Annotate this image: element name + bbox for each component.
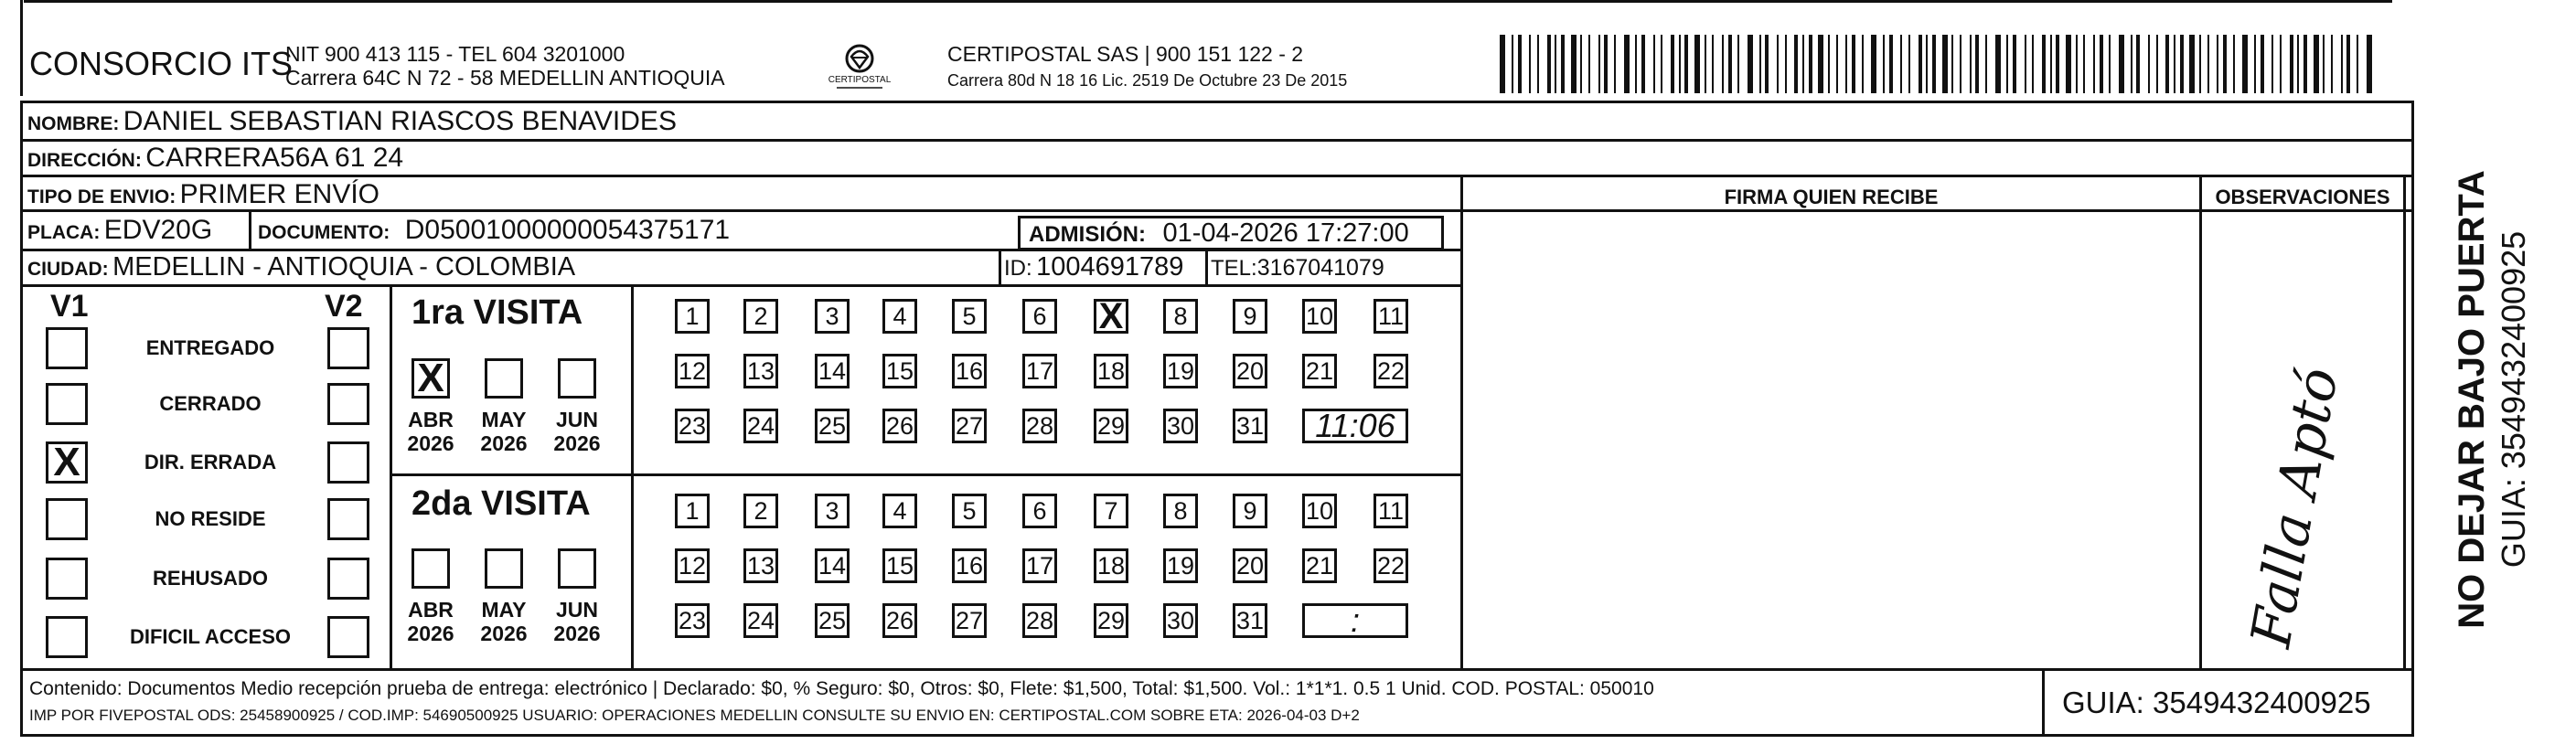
cell-divider [1205,249,1208,285]
day-checkbox[interactable]: 2 [743,299,778,334]
day-checkbox[interactable]: 15 [882,354,917,388]
tipo-row [27,181,379,208]
address-line: Carrera 64C N 72 - 58 MEDELLIN ANTIOQUIA [285,66,725,90]
documento-label: DOCUMENTO: [258,222,390,243]
day-checkbox[interactable]: 5 [952,299,987,334]
row-divider [20,209,1462,212]
nit-line: NIT 900 413 115 - TEL 604 3201000 [285,42,625,66]
visit1-title: 1ra VISITA [412,293,583,332]
day-checkbox[interactable]: 21 [1302,354,1337,388]
month-label [472,598,536,646]
day-checkbox[interactable]: 2 [743,494,778,528]
day-checkbox[interactable]: 17 [1022,548,1057,583]
day-checkbox[interactable]: 19 [1163,548,1198,583]
day-checkbox[interactable]: 10 [1302,494,1337,528]
v1-checkbox[interactable] [46,383,88,425]
column-divider [2403,175,2406,668]
day-checkbox[interactable]: 30 [1163,603,1198,638]
v2-checkbox[interactable] [327,616,369,658]
barcode [1500,35,2378,93]
firma-header: FIRMA QUIEN RECIBE [1724,186,1939,208]
day-checkbox[interactable]: 3 [815,494,850,528]
column-divider [1460,175,1463,668]
visit-time-field[interactable]: : [1302,603,1408,638]
status-label: DIFICIL ACCESO [129,625,291,648]
month-label [545,598,609,646]
day-checkbox[interactable]: 12 [675,354,710,388]
direccion-label: DIRECCIÓN: [27,150,142,171]
day-checkbox[interactable]: 26 [882,603,917,638]
section-divider [631,284,634,668]
v1-checkbox[interactable] [46,327,88,369]
month-year: 2026 [480,431,528,456]
v1-checkbox[interactable] [46,616,88,658]
v2-label: V2 [325,289,363,324]
day-checkbox[interactable]: 23 [675,409,710,443]
status-label: DIR. ERRADA [144,451,277,473]
day-checkbox[interactable]: 20 [1233,548,1267,583]
day-checkbox[interactable]: 26 [882,409,917,443]
month-checkbox[interactable] [558,548,596,589]
month-year: 2026 [553,431,601,456]
nombre-label: NOMBRE: [27,113,120,134]
day-checkbox[interactable]: 20 [1233,354,1267,388]
nombre-row [27,108,677,135]
day-checkbox[interactable]: 7 [1094,494,1128,528]
placa-label: PLACA: [27,222,101,243]
day-checkbox[interactable]: 22 [1374,548,1408,583]
header-left-border [20,0,23,96]
day-checkbox[interactable]: 6 [1022,299,1057,334]
row-divider [20,175,2414,177]
direccion-value: CARRERA56A 61 24 [145,143,404,173]
tipo-value: PRIMER ENVÍO [179,179,380,209]
day-checkbox[interactable]: 24 [743,409,778,443]
month-label [472,408,536,456]
footer-cell-divider [2042,668,2045,737]
day-checkbox[interactable]: 24 [743,603,778,638]
day-checkbox[interactable]: 27 [952,603,987,638]
status-label: CERRADO [159,392,262,415]
day-checkbox[interactable]: 13 [743,354,778,388]
day-checkbox[interactable]: 8 [1163,299,1198,334]
id-label: ID: [1004,256,1032,281]
row-divider [20,284,1462,287]
v1-checkbox[interactable] [46,558,88,600]
row-divider [1460,209,2414,212]
id-row [1004,254,1183,281]
observation-text: Falla Aptó [2239,363,2351,653]
carrier-line: CERTIPOSTAL SAS | 900 151 122 - 2 [947,42,1304,66]
day-checkbox[interactable]: 31 [1233,603,1267,638]
observaciones-header: OBSERVACIONES [2215,186,2390,208]
month-name: JUN [555,408,598,431]
footer-divider [20,668,2414,671]
v2-checkbox[interactable] [327,558,369,600]
day-checkbox[interactable]: 14 [815,548,850,583]
day-checkbox[interactable]: 6 [1022,494,1057,528]
v1-checkbox[interactable]: X [46,441,88,484]
status-label: REHUSADO [153,567,268,590]
month-name: MAY [481,598,527,622]
day-checkbox[interactable]: 30 [1163,409,1198,443]
v2-checkbox[interactable] [327,441,369,484]
id-value: 1004691789 [1036,252,1184,282]
side-text [2419,128,2556,640]
column-divider [2199,175,2202,668]
day-checkbox[interactable]: 21 [1302,548,1337,583]
day-checkbox[interactable]: 13 [743,548,778,583]
tipo-label: TIPO DE ENVIO: [27,186,176,207]
day-checkbox[interactable]: 27 [952,409,987,443]
month-year: 2026 [407,622,454,646]
day-checkbox[interactable]: 1 [675,299,710,334]
day-checkbox[interactable]: 9 [1233,494,1267,528]
day-checkbox[interactable]: 22 [1374,354,1408,388]
visit2-title: 2da VISITA [412,484,591,523]
company-name: CONSORCIO ITS [29,45,294,82]
tel-label: TEL: [1211,256,1257,281]
top-border [24,0,2392,3]
day-checkbox[interactable]: 11 [1374,299,1408,334]
day-checkbox[interactable]: 4 [882,299,917,334]
v1-label: V1 [50,289,89,324]
v2-checkbox[interactable] [327,383,369,425]
day-checkbox[interactable]: 16 [952,548,987,583]
footer-guia: GUIA: 3549432400925 [2062,686,2371,719]
day-checkbox[interactable]: 18 [1094,354,1128,388]
admision-label: ADMISIÓN: [1029,222,1146,247]
day-checkbox[interactable]: 11 [1374,494,1408,528]
certipostal-logo [817,42,903,95]
svg-text:CERTIPOSTAL: CERTIPOSTAL [828,75,892,85]
month-year: 2026 [407,431,454,456]
observation-handwriting [2231,311,2368,658]
side-line-2: GUIA: 3549432400925 [2495,230,2532,569]
visit-time-field[interactable]: 11:06 [1302,409,1408,443]
cell-divider [999,249,1001,285]
day-checkbox[interactable]: 9 [1233,299,1267,334]
day-checkbox[interactable]: 8 [1163,494,1198,528]
ciudad-label: CIUDAD: [27,259,109,280]
month-name: ABR [408,408,454,431]
month-checkbox[interactable] [558,358,596,399]
day-checkbox[interactable]: 4 [882,494,917,528]
month-name: MAY [481,408,527,431]
status-label: NO RESIDE [155,507,266,530]
month-label [399,408,463,456]
day-checkbox[interactable]: 10 [1302,299,1337,334]
month-year: 2026 [480,622,528,646]
day-checkbox[interactable]: 17 [1022,354,1057,388]
tel-row [1211,257,1384,280]
month-label [399,598,463,646]
month-label [545,408,609,456]
month-name: JUN [555,598,598,622]
placa-row [27,217,212,244]
day-checkbox[interactable]: 5 [952,494,987,528]
placa-value: EDV20G [103,215,213,245]
day-checkbox[interactable]: 1 [675,494,710,528]
documento-value: D05001000000054375171 [404,215,731,245]
contenido-line: Contenido: Documentos Medio recepción prueba de entrega: electrónico | Declarado: $0, % Seguro: $0, Otros: $0, Flete: $1,500, Total: $1,500. Vol.: 1*1*1. 0.5 1 Unid. COD. POSTAL: 050010 [29,678,1654,699]
day-checkbox[interactable]: 16 [952,354,987,388]
day-checkbox[interactable] [1094,299,1128,334]
admision-value: 01-04-2026 17:27:00 [1162,218,1409,248]
admision-row [1029,220,1409,247]
day-checkbox[interactable]: 14 [815,354,850,388]
month-name: ABR [408,598,454,622]
month-checkbox[interactable] [485,548,523,589]
ciudad-value: MEDELLIN - ANTIOQUIA - COLOMBIA [112,252,576,282]
day-checkbox[interactable]: 18 [1094,548,1128,583]
v2-checkbox[interactable] [327,327,369,369]
row-divider [20,139,2414,142]
day-checkbox[interactable]: 29 [1094,409,1128,443]
day-checkbox[interactable]: 19 [1163,354,1198,388]
nombre-value: DANIEL SEBASTIAN RIASCOS BENAVIDES [123,106,677,136]
status-label: ENTREGADO [145,336,275,359]
carrier-license: Carrera 80d N 18 16 Lic. 2519 De Octubre 23 De 2015 [947,71,1348,90]
visit-divider [390,473,1460,476]
day-checkbox[interactable]: 12 [675,548,710,583]
day-checkbox[interactable]: 28 [1022,603,1057,638]
month-year: 2026 [553,622,601,646]
imp-line: IMP POR FIVEPOSTAL ODS: 25458900925 / COD.IMP: 54690500925 USUARIO: OPERACIONES MEDELLIN CONSULTE SU ENVIO EN: CERTIPOSTAL.COM SOBRE ETA: 2026-04-03 D+2 [29,707,1360,724]
cell-divider [249,209,251,250]
day-checkbox[interactable]: 25 [815,409,850,443]
day-checkbox[interactable]: 23 [675,603,710,638]
v2-checkbox[interactable] [327,498,369,540]
day-checkbox[interactable]: 29 [1094,603,1128,638]
day-checkbox[interactable]: 25 [815,603,850,638]
side-line-1: NO DEJAR BAJO PUERTA [2452,170,2492,629]
section-divider [390,284,392,668]
v1-checkbox[interactable] [46,498,88,540]
month-checkbox[interactable]: X [412,358,450,399]
month-checkbox[interactable] [485,358,523,399]
tel-value: 3167041079 [1256,255,1384,281]
day-checkbox[interactable]: 3 [815,299,850,334]
month-checkbox[interactable] [412,548,450,589]
direccion-row [27,144,403,172]
day-checkbox[interactable]: 31 [1233,409,1267,443]
day-checkbox[interactable]: 28 [1022,409,1057,443]
ciudad-row [27,254,575,281]
day-checkbox[interactable]: 15 [882,548,917,583]
documento-row [258,217,730,244]
